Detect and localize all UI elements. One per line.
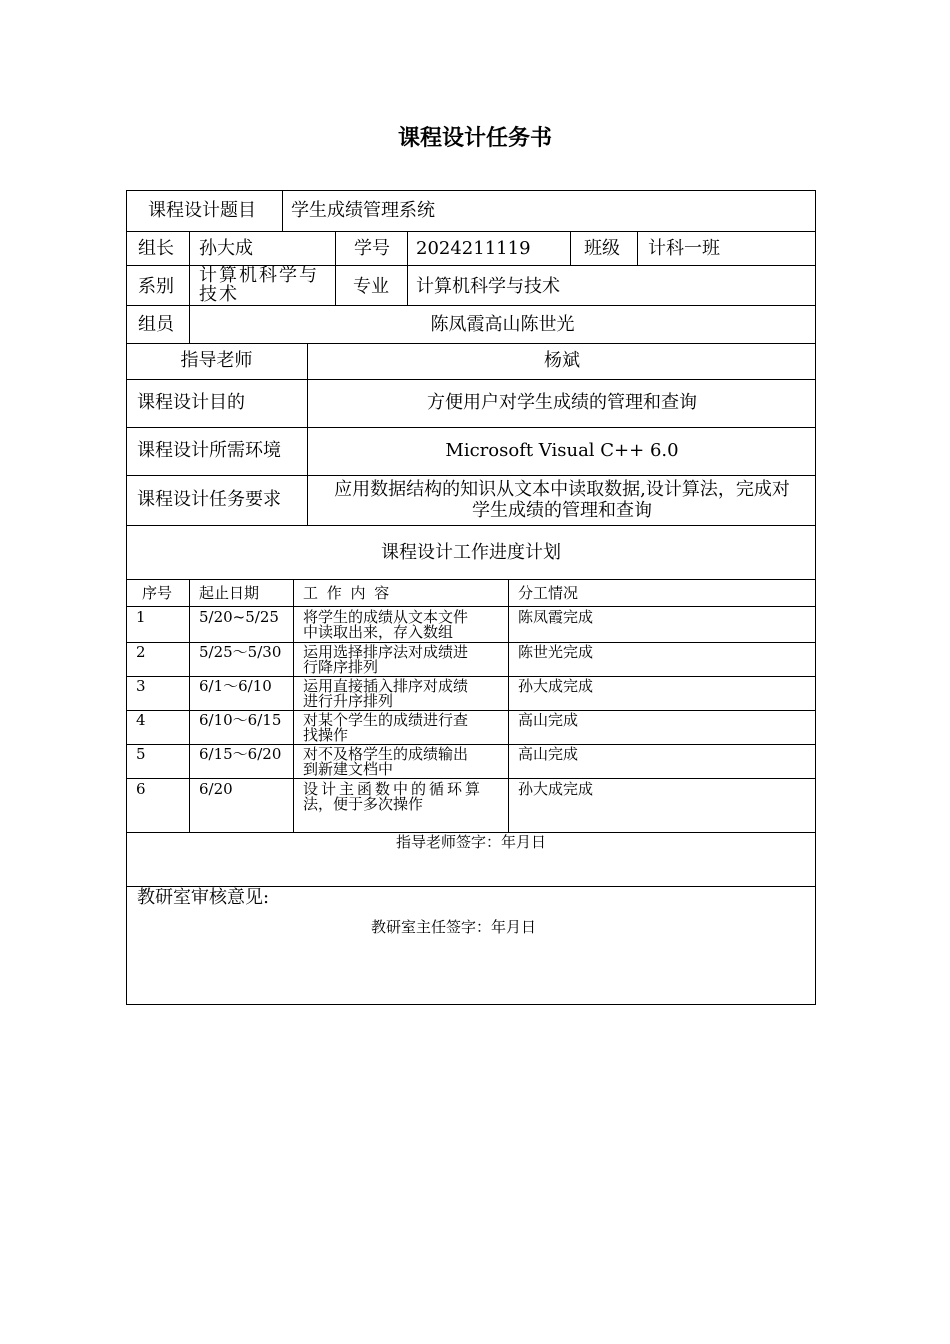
col-header-owner: 分工情况: [518, 584, 579, 602]
advisor-value: 杨斌: [544, 350, 580, 371]
table-row-work: 到新建文档中: [303, 760, 394, 778]
members-label: 组员: [138, 314, 174, 335]
table-row-owner: 孙大成完成: [518, 780, 594, 798]
req-label: 课程设计任务要求: [137, 489, 281, 510]
class-value: 计科一班: [648, 238, 720, 259]
col-header-date: 起止日期: [199, 584, 260, 602]
leader-label: 组长: [138, 238, 174, 259]
advisor-signature-line: 指导老师签字：年月日: [395, 833, 546, 851]
table-row-owner: 高山完成: [518, 711, 579, 729]
table-row-work: 法，便于多次操作: [303, 795, 424, 813]
table-row-owner: 高山完成: [518, 745, 579, 763]
table-row-owner: 陈世光完成: [518, 643, 594, 661]
table-row-no: 6: [136, 780, 146, 798]
table-row-work: 将学生的成绩从文本文件: [303, 608, 469, 626]
table-row-work: 对不及格学生的成绩输出: [303, 745, 469, 763]
table-row-date: 5/25～5/30: [199, 643, 282, 661]
col-header-no: 序号: [142, 584, 173, 602]
members-value: 陈凤霞高山陈世光: [430, 314, 575, 335]
table-row-date: 6/20: [199, 780, 233, 798]
table-row-work: 进行升序排列: [303, 692, 394, 710]
req-value-line1: 应用数据结构的知识从文本中读取数据,设计算法，完成对: [334, 479, 790, 500]
table-row-no: 2: [136, 643, 146, 661]
student-id-label: 学号: [354, 238, 390, 259]
table-row-date: 6/10～6/15: [199, 711, 282, 729]
major-value: 计算机科学与技术: [416, 276, 560, 297]
class-label: 班级: [584, 238, 620, 259]
table-row-no: 5: [136, 745, 146, 763]
student-id-value: 2024211119: [416, 238, 531, 259]
topic-label: 课程设计题目: [148, 200, 256, 221]
col-header-work: 工 作 内 容: [303, 584, 392, 602]
document-title: 课程设计任务书: [397, 125, 552, 151]
table-row-date: 5/20~5/25: [199, 608, 279, 626]
req-value-line2: 学生成绩的管理和查询: [472, 500, 652, 521]
leader-value: 孙大成: [199, 238, 253, 259]
dept-label: 系别: [138, 276, 174, 297]
env-label: 课程设计所需环境: [137, 440, 281, 461]
table-row-date: 6/1～6/10: [199, 677, 272, 695]
table-row-work: 行降序排列: [303, 658, 379, 676]
purpose-value: 方便用户对学生成绩的管理和查询: [427, 392, 697, 413]
env-value: Microsoft Visual C++ 6.0: [445, 440, 679, 461]
purpose-label: 课程设计目的: [137, 392, 245, 413]
major-label: 专业: [353, 276, 389, 297]
table-row-date: 6/15～6/20: [199, 745, 282, 763]
dept-value: 计算机科学与技术: [199, 265, 319, 305]
schedule-heading: 课程设计工作进度计划: [381, 542, 561, 563]
table-row-work: 运用选择排序法对成绩进: [303, 643, 469, 661]
table-row-no: 3: [136, 677, 146, 695]
table-row-work: 运用直接插入排序对成绩: [303, 677, 469, 695]
table-row-no: 1: [136, 608, 146, 626]
director-signature-line: 教研室主任签字：年月日: [370, 918, 536, 936]
table-row-work: 设计主函数中的循环算: [303, 780, 484, 798]
topic-value: 学生成绩管理系统: [291, 200, 435, 221]
table-row-work: 对某个学生的成绩进行查: [303, 711, 469, 729]
table-row-owner: 孙大成完成: [518, 677, 594, 695]
review-label: 教研室审核意见:: [137, 887, 270, 908]
table-row-owner: 陈凤霞完成: [518, 608, 594, 626]
table-row-no: 4: [136, 711, 146, 729]
table-row-work: 找操作: [303, 726, 349, 744]
table-row-work: 中读取出来，存入数组: [303, 623, 454, 641]
advisor-label: 指导老师: [180, 350, 253, 371]
